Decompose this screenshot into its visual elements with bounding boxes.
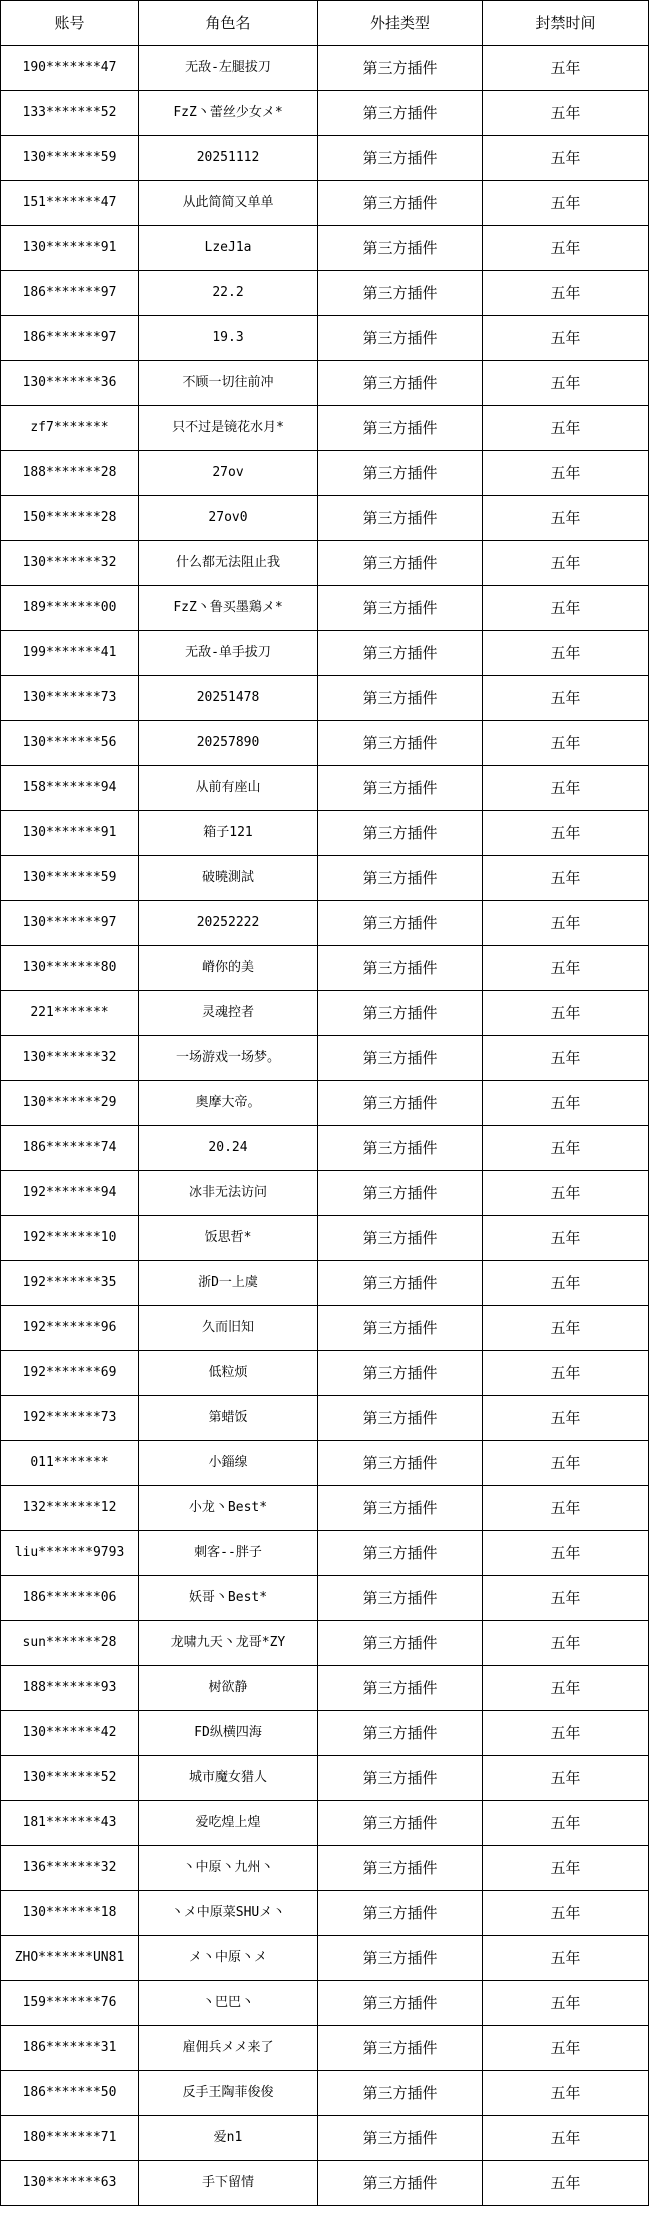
table-row bbox=[1, 1441, 649, 1486]
account-cell: ZHO*******UN81 bbox=[1, 1936, 139, 1981]
ban-duration-cell: 五年 bbox=[483, 811, 649, 856]
ban-duration-cell: 五年 bbox=[483, 1621, 649, 1666]
account-cell: 186*******31 bbox=[1, 2026, 139, 2071]
cheat-type-cell: 第三方插件 bbox=[318, 946, 483, 991]
ban-duration-cell: 五年 bbox=[483, 1441, 649, 1486]
account-cell: 130*******63 bbox=[1, 2161, 139, 2206]
table-row bbox=[1, 2026, 649, 2071]
cheat-type-cell: 第三方插件 bbox=[318, 856, 483, 901]
ban-duration-cell: 五年 bbox=[483, 406, 649, 451]
role-name-cell: 龙啸九天丶龙哥*ZY bbox=[139, 1621, 318, 1666]
table-row bbox=[1, 631, 649, 676]
role-name-cell: FzZ丶蕾丝少女メ* bbox=[139, 91, 318, 136]
cheat-type-cell: 第三方插件 bbox=[318, 1531, 483, 1576]
ban-duration-cell: 五年 bbox=[483, 361, 649, 406]
table-row bbox=[1, 1486, 649, 1531]
table-row bbox=[1, 586, 649, 631]
table-row bbox=[1, 1261, 649, 1306]
ban-duration-cell: 五年 bbox=[483, 1216, 649, 1261]
cheat-type-cell: 第三方插件 bbox=[318, 271, 483, 316]
role-name-cell: 27ov bbox=[139, 451, 318, 496]
cheat-type-cell: 第三方插件 bbox=[318, 1441, 483, 1486]
cheat-type-cell: 第三方插件 bbox=[318, 1576, 483, 1621]
ban-duration-cell: 五年 bbox=[483, 1981, 649, 2026]
cheat-type-cell: 第三方插件 bbox=[318, 2071, 483, 2116]
role-name-cell: 冰非无法访问 bbox=[139, 1171, 318, 1216]
cheat-type-cell: 第三方插件 bbox=[318, 541, 483, 586]
table-row bbox=[1, 361, 649, 406]
ban-duration-cell: 五年 bbox=[483, 226, 649, 271]
table-row bbox=[1, 406, 649, 451]
account-cell: 192*******94 bbox=[1, 1171, 139, 1216]
cheat-type-cell: 第三方插件 bbox=[318, 2116, 483, 2161]
account-cell: 192*******10 bbox=[1, 1216, 139, 1261]
cheat-type-cell: 第三方插件 bbox=[318, 1846, 483, 1891]
table-row bbox=[1, 1036, 649, 1081]
table-row bbox=[1, 1306, 649, 1351]
cheat-type-cell: 第三方插件 bbox=[318, 766, 483, 811]
ban-duration-cell: 五年 bbox=[483, 1351, 649, 1396]
cheat-type-cell: 第三方插件 bbox=[318, 1261, 483, 1306]
table-row bbox=[1, 2116, 649, 2161]
table-row bbox=[1, 136, 649, 181]
cheat-type-cell: 第三方插件 bbox=[318, 91, 483, 136]
role-name-cell: 饭思哲* bbox=[139, 1216, 318, 1261]
account-cell: 192*******69 bbox=[1, 1351, 139, 1396]
role-name-cell: 只不过是镜花水月* bbox=[139, 406, 318, 451]
ban-duration-cell: 五年 bbox=[483, 136, 649, 181]
ban-duration-cell: 五年 bbox=[483, 766, 649, 811]
table-row bbox=[1, 1171, 649, 1216]
account-cell: 190*******47 bbox=[1, 46, 139, 91]
role-name-cell: 灵魂控者 bbox=[139, 991, 318, 1036]
account-cell: 130*******73 bbox=[1, 676, 139, 721]
role-name-cell: FD纵横四海 bbox=[139, 1711, 318, 1756]
ban-duration-cell: 五年 bbox=[483, 1801, 649, 1846]
table-row bbox=[1, 1801, 649, 1846]
ban-duration-cell: 五年 bbox=[483, 541, 649, 586]
account-cell: 186*******97 bbox=[1, 316, 139, 361]
ban-duration-cell: 五年 bbox=[483, 1936, 649, 1981]
cheat-type-cell: 第三方插件 bbox=[318, 1756, 483, 1801]
cheat-type-cell: 第三方插件 bbox=[318, 1666, 483, 1711]
role-name-cell: 不顾一切往前冲 bbox=[139, 361, 318, 406]
account-cell: 158*******94 bbox=[1, 766, 139, 811]
account-cell: 132*******12 bbox=[1, 1486, 139, 1531]
cheat-type-cell: 第三方插件 bbox=[318, 1936, 483, 1981]
account-cell: 221******* bbox=[1, 991, 139, 1036]
account-cell: 136*******32 bbox=[1, 1846, 139, 1891]
cheat-type-cell: 第三方插件 bbox=[318, 1801, 483, 1846]
role-name-cell: 一场游戏一场梦。 bbox=[139, 1036, 318, 1081]
table-row bbox=[1, 91, 649, 136]
ban-duration-cell: 五年 bbox=[483, 1846, 649, 1891]
role-name-cell: 20257890 bbox=[139, 721, 318, 766]
ban-duration-cell: 五年 bbox=[483, 721, 649, 766]
ban-duration-cell: 五年 bbox=[483, 496, 649, 541]
account-cell: 192*******96 bbox=[1, 1306, 139, 1351]
table-row bbox=[1, 226, 649, 271]
table-row bbox=[1, 1846, 649, 1891]
role-name-cell: 爱n1 bbox=[139, 2116, 318, 2161]
ban-duration-cell: 五年 bbox=[483, 1756, 649, 1801]
header-account: 账号 bbox=[1, 1, 139, 46]
cheat-type-cell: 第三方插件 bbox=[318, 676, 483, 721]
cheat-type-cell: 第三方插件 bbox=[318, 226, 483, 271]
role-name-cell: 久而旧知 bbox=[139, 1306, 318, 1351]
cheat-type-cell: 第三方插件 bbox=[318, 1081, 483, 1126]
account-cell: 151*******47 bbox=[1, 181, 139, 226]
cheat-type-cell: 第三方插件 bbox=[318, 991, 483, 1036]
cheat-type-cell: 第三方插件 bbox=[318, 496, 483, 541]
role-name-cell: 城市魔女猎人 bbox=[139, 1756, 318, 1801]
ban-duration-cell: 五年 bbox=[483, 991, 649, 1036]
table-row bbox=[1, 1621, 649, 1666]
table-row bbox=[1, 1756, 649, 1801]
account-cell: 130*******59 bbox=[1, 856, 139, 901]
account-cell: 130*******32 bbox=[1, 541, 139, 586]
role-name-cell: 妖哥丶Best* bbox=[139, 1576, 318, 1621]
account-cell: 133*******52 bbox=[1, 91, 139, 136]
role-name-cell: 丶巴巴丶 bbox=[139, 1981, 318, 2026]
role-name-cell: 从此简简又单单 bbox=[139, 181, 318, 226]
table-row bbox=[1, 946, 649, 991]
table-row bbox=[1, 1351, 649, 1396]
ban-duration-cell: 五年 bbox=[483, 271, 649, 316]
ban-duration-cell: 五年 bbox=[483, 1486, 649, 1531]
account-cell: 192*******73 bbox=[1, 1396, 139, 1441]
cheat-type-cell: 第三方插件 bbox=[318, 1126, 483, 1171]
cheat-type-cell: 第三方插件 bbox=[318, 2026, 483, 2071]
ban-duration-cell: 五年 bbox=[483, 451, 649, 496]
cheat-type-cell: 第三方插件 bbox=[318, 316, 483, 361]
ban-duration-cell: 五年 bbox=[483, 676, 649, 721]
role-name-cell: 20.24 bbox=[139, 1126, 318, 1171]
cheat-type-cell: 第三方插件 bbox=[318, 2161, 483, 2206]
account-cell: 186*******97 bbox=[1, 271, 139, 316]
role-name-cell: 嵴你的美 bbox=[139, 946, 318, 991]
role-name-cell: メ丶中原丶メ bbox=[139, 1936, 318, 1981]
cheat-type-cell: 第三方插件 bbox=[318, 451, 483, 496]
role-name-cell: 无敌-单手拔刀 bbox=[139, 631, 318, 676]
role-name-cell: 反手王陶菲俊俊 bbox=[139, 2071, 318, 2116]
table-row bbox=[1, 181, 649, 226]
ban-duration-cell: 五年 bbox=[483, 1261, 649, 1306]
table-row bbox=[1, 1216, 649, 1261]
role-name-cell: 无敌-左腿拔刀 bbox=[139, 46, 318, 91]
cheat-type-cell: 第三方插件 bbox=[318, 1891, 483, 1936]
cheat-type-cell: 第三方插件 bbox=[318, 1216, 483, 1261]
role-name-cell: 爱吃煌上煌 bbox=[139, 1801, 318, 1846]
ban-duration-cell: 五年 bbox=[483, 1576, 649, 1621]
table-row bbox=[1, 1711, 649, 1756]
account-cell: 186*******74 bbox=[1, 1126, 139, 1171]
role-name-cell: LzeJ1a bbox=[139, 226, 318, 271]
table-row bbox=[1, 991, 649, 1036]
ban-duration-cell: 五年 bbox=[483, 2071, 649, 2116]
role-name-cell: 低粒烦 bbox=[139, 1351, 318, 1396]
role-name-cell: 破曉測試 bbox=[139, 856, 318, 901]
role-name-cell: 22.2 bbox=[139, 271, 318, 316]
account-cell: 130*******91 bbox=[1, 811, 139, 856]
table-row bbox=[1, 1666, 649, 1711]
role-name-cell: 20251478 bbox=[139, 676, 318, 721]
role-name-cell: 丶中原丶九州丶 bbox=[139, 1846, 318, 1891]
ban-duration-cell: 五年 bbox=[483, 2026, 649, 2071]
header-type: 外挂类型 bbox=[318, 1, 483, 46]
cheat-type-cell: 第三方插件 bbox=[318, 136, 483, 181]
cheat-type-cell: 第三方插件 bbox=[318, 361, 483, 406]
table-row bbox=[1, 496, 649, 541]
ban-duration-cell: 五年 bbox=[483, 181, 649, 226]
account-cell: sun*******28 bbox=[1, 1621, 139, 1666]
table-row bbox=[1, 1126, 649, 1171]
table-row bbox=[1, 1936, 649, 1981]
cheat-type-cell: 第三方插件 bbox=[318, 631, 483, 676]
role-name-cell: 手下留情 bbox=[139, 2161, 318, 2206]
account-cell: 199*******41 bbox=[1, 631, 139, 676]
cheat-type-cell: 第三方插件 bbox=[318, 586, 483, 631]
role-name-cell: 奥摩大帝。 bbox=[139, 1081, 318, 1126]
role-name-cell: 刺客--胖子 bbox=[139, 1531, 318, 1576]
role-name-cell: 19.3 bbox=[139, 316, 318, 361]
account-cell: 130*******29 bbox=[1, 1081, 139, 1126]
table-row bbox=[1, 1576, 649, 1621]
ban-duration-cell: 五年 bbox=[483, 1306, 649, 1351]
account-cell: 130*******59 bbox=[1, 136, 139, 181]
ban-duration-cell: 五年 bbox=[483, 901, 649, 946]
ban-duration-cell: 五年 bbox=[483, 1081, 649, 1126]
role-name-cell: 小龙丶Best* bbox=[139, 1486, 318, 1531]
ban-duration-cell: 五年 bbox=[483, 1531, 649, 1576]
table-row bbox=[1, 1981, 649, 2026]
role-name-cell: 雇佣兵メメ来了 bbox=[139, 2026, 318, 2071]
table-row bbox=[1, 856, 649, 901]
account-cell: zf7******* bbox=[1, 406, 139, 451]
ban-duration-cell: 五年 bbox=[483, 1036, 649, 1081]
table-body bbox=[1, 46, 649, 2206]
ban-duration-cell: 五年 bbox=[483, 586, 649, 631]
ban-duration-cell: 五年 bbox=[483, 46, 649, 91]
role-name-cell: 27ov0 bbox=[139, 496, 318, 541]
table-row bbox=[1, 1081, 649, 1126]
account-cell: 130*******97 bbox=[1, 901, 139, 946]
ban-duration-cell: 五年 bbox=[483, 91, 649, 136]
ban-duration-cell: 五年 bbox=[483, 856, 649, 901]
role-name-cell: 浙D一上虞 bbox=[139, 1261, 318, 1306]
cheat-type-cell: 第三方插件 bbox=[318, 181, 483, 226]
role-name-cell: 第蜡饭 bbox=[139, 1396, 318, 1441]
role-name-cell: 小錙缐 bbox=[139, 1441, 318, 1486]
table-row bbox=[1, 676, 649, 721]
role-name-cell: 丶メ中原菜SHUメ丶 bbox=[139, 1891, 318, 1936]
table-row bbox=[1, 541, 649, 586]
account-cell: 150*******28 bbox=[1, 496, 139, 541]
account-cell: 186*******06 bbox=[1, 1576, 139, 1621]
account-cell: 130*******42 bbox=[1, 1711, 139, 1756]
table-row bbox=[1, 901, 649, 946]
account-cell: 011******* bbox=[1, 1441, 139, 1486]
ban-duration-cell: 五年 bbox=[483, 1666, 649, 1711]
header-role: 角色名 bbox=[139, 1, 318, 46]
table-row bbox=[1, 1396, 649, 1441]
account-cell: 130*******18 bbox=[1, 1891, 139, 1936]
ban-duration-cell: 五年 bbox=[483, 631, 649, 676]
account-cell: 130*******91 bbox=[1, 226, 139, 271]
cheat-type-cell: 第三方插件 bbox=[318, 1036, 483, 1081]
table-row bbox=[1, 1891, 649, 1936]
cheat-type-cell: 第三方插件 bbox=[318, 1621, 483, 1666]
account-cell: 130*******80 bbox=[1, 946, 139, 991]
ban-duration-cell: 五年 bbox=[483, 1171, 649, 1216]
account-cell: 188*******28 bbox=[1, 451, 139, 496]
role-name-cell: 什么都无法阻止我 bbox=[139, 541, 318, 586]
role-name-cell: 从前有座山 bbox=[139, 766, 318, 811]
table-row bbox=[1, 2071, 649, 2116]
ban-duration-cell: 五年 bbox=[483, 2116, 649, 2161]
table-row bbox=[1, 766, 649, 811]
ban-duration-cell: 五年 bbox=[483, 1396, 649, 1441]
cheat-type-cell: 第三方插件 bbox=[318, 1306, 483, 1351]
role-name-cell: 20251112 bbox=[139, 136, 318, 181]
account-cell: liu*******9793 bbox=[1, 1531, 139, 1576]
account-cell: 188*******93 bbox=[1, 1666, 139, 1711]
account-cell: 192*******35 bbox=[1, 1261, 139, 1306]
table-row bbox=[1, 721, 649, 766]
account-cell: 130*******36 bbox=[1, 361, 139, 406]
role-name-cell: 箱子121 bbox=[139, 811, 318, 856]
table-row bbox=[1, 451, 649, 496]
header-time: 封禁时间 bbox=[483, 1, 649, 46]
cheat-type-cell: 第三方插件 bbox=[318, 721, 483, 766]
account-cell: 130*******56 bbox=[1, 721, 139, 766]
header-row bbox=[1, 1, 649, 46]
ban-duration-cell: 五年 bbox=[483, 2161, 649, 2206]
cheat-type-cell: 第三方插件 bbox=[318, 1351, 483, 1396]
account-cell: 130*******32 bbox=[1, 1036, 139, 1081]
ban-duration-cell: 五年 bbox=[483, 1891, 649, 1936]
ban-duration-cell: 五年 bbox=[483, 316, 649, 361]
role-name-cell: FzZ丶鲁买墨鶏メ* bbox=[139, 586, 318, 631]
table-row bbox=[1, 271, 649, 316]
table-row bbox=[1, 811, 649, 856]
account-cell: 130*******52 bbox=[1, 1756, 139, 1801]
cheat-type-cell: 第三方插件 bbox=[318, 811, 483, 856]
account-cell: 180*******71 bbox=[1, 2116, 139, 2161]
account-cell: 159*******76 bbox=[1, 1981, 139, 2026]
cheat-type-cell: 第三方插件 bbox=[318, 1396, 483, 1441]
cheat-type-cell: 第三方插件 bbox=[318, 46, 483, 91]
account-cell: 186*******50 bbox=[1, 2071, 139, 2116]
role-name-cell: 树欲静 bbox=[139, 1666, 318, 1711]
cheat-type-cell: 第三方插件 bbox=[318, 1981, 483, 2026]
table-row bbox=[1, 316, 649, 361]
cheat-type-cell: 第三方插件 bbox=[318, 1711, 483, 1756]
cheat-type-cell: 第三方插件 bbox=[318, 1171, 483, 1216]
table-row bbox=[1, 46, 649, 91]
account-cell: 189*******00 bbox=[1, 586, 139, 631]
role-name-cell: 20252222 bbox=[139, 901, 318, 946]
ban-duration-cell: 五年 bbox=[483, 946, 649, 991]
cheat-type-cell: 第三方插件 bbox=[318, 406, 483, 451]
table-header bbox=[1, 1, 649, 46]
cheat-type-cell: 第三方插件 bbox=[318, 901, 483, 946]
account-cell: 181*******43 bbox=[1, 1801, 139, 1846]
table-row bbox=[1, 1531, 649, 1576]
ban-duration-cell: 五年 bbox=[483, 1126, 649, 1171]
ban-duration-cell: 五年 bbox=[483, 1711, 649, 1756]
table-row bbox=[1, 2161, 649, 2206]
cheat-type-cell: 第三方插件 bbox=[318, 1486, 483, 1531]
